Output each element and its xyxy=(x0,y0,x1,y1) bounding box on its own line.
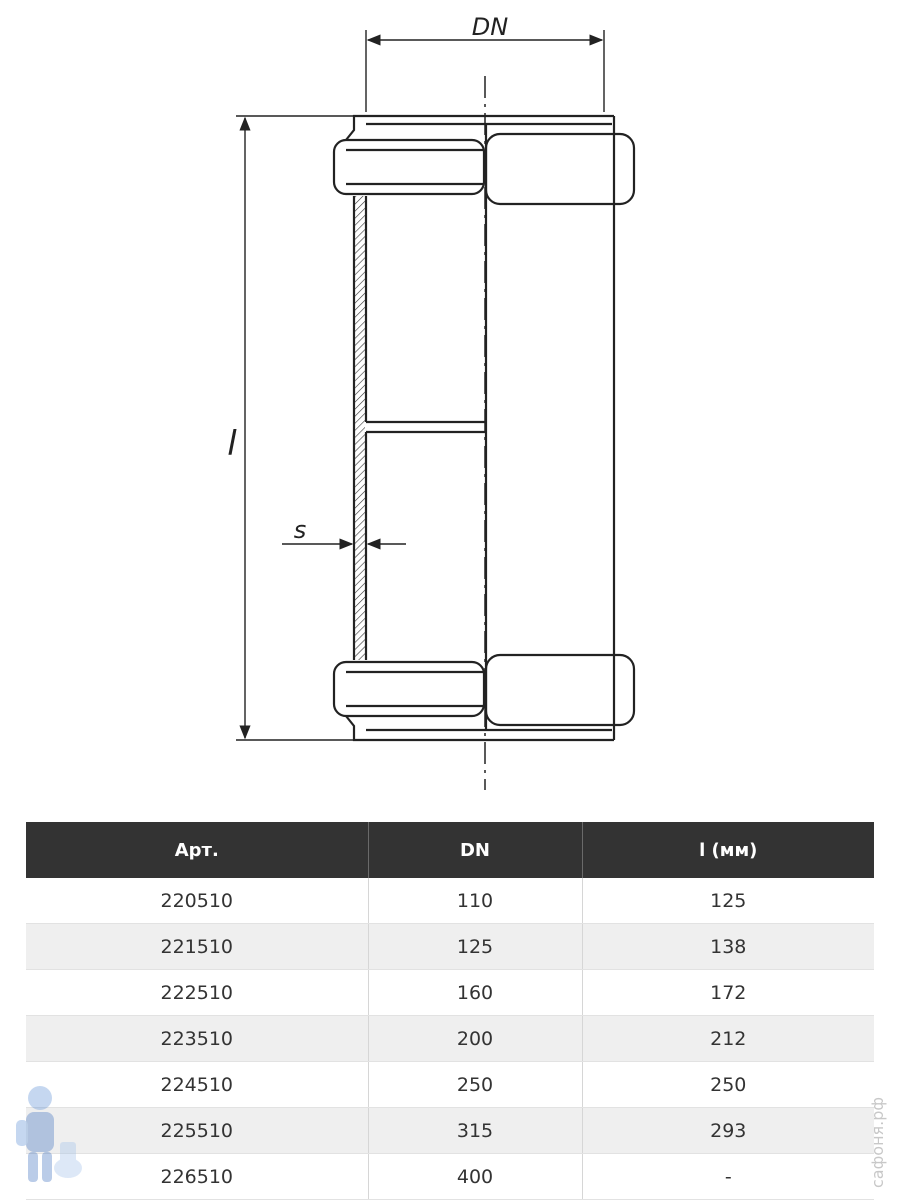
seal-ring-bottom-right xyxy=(486,655,634,725)
table-row xyxy=(26,1154,874,1200)
cell-article: 221510 xyxy=(26,924,368,970)
watermark: сафоня.рф xyxy=(868,1096,887,1189)
cell-dn: 400 xyxy=(368,1154,582,1200)
length-dimension xyxy=(236,116,360,740)
table-row xyxy=(26,970,874,1016)
wall-hatch xyxy=(355,196,365,660)
cell-dn: 160 xyxy=(368,970,582,1016)
header-length: l (мм) xyxy=(582,822,874,878)
cell-dn: 200 xyxy=(368,1016,582,1062)
cell-dn: 110 xyxy=(368,878,582,924)
cell-length: 212 xyxy=(582,1016,874,1062)
plumber-mascot-icon xyxy=(6,1080,86,1190)
length-label: l xyxy=(227,424,237,464)
cell-dn: 315 xyxy=(368,1108,582,1154)
dn-dimension xyxy=(366,30,604,112)
seal-ring-top-right xyxy=(486,134,634,204)
header-article: Арт. xyxy=(26,822,368,878)
seal-ring-top-left xyxy=(334,140,484,194)
table-header-row xyxy=(26,822,874,878)
table-row xyxy=(26,1016,874,1062)
cell-length: 172 xyxy=(582,970,874,1016)
cell-article: 223510 xyxy=(26,1016,368,1062)
spec-table xyxy=(26,822,874,1200)
table-row xyxy=(26,1062,874,1108)
cell-article: 222510 xyxy=(26,970,368,1016)
cell-article: 226510 xyxy=(26,1154,368,1200)
cell-length: 125 xyxy=(582,878,874,924)
cell-article: 225510 xyxy=(26,1108,368,1154)
cell-article: 220510 xyxy=(26,878,368,924)
coupling-outline xyxy=(334,116,634,740)
cell-article: 224510 xyxy=(26,1062,368,1108)
table-row xyxy=(26,1108,874,1154)
cell-dn: 125 xyxy=(368,924,582,970)
cell-dn: 250 xyxy=(368,1062,582,1108)
cell-length: - xyxy=(582,1154,874,1200)
table-row xyxy=(26,924,874,970)
cell-length: 250 xyxy=(582,1062,874,1108)
header-dn: DN xyxy=(368,822,582,878)
cell-length: 293 xyxy=(582,1108,874,1154)
wall-label: s xyxy=(293,516,307,544)
seal-ring-bottom-left xyxy=(334,662,484,716)
dn-label: DN xyxy=(471,13,509,41)
table-row xyxy=(26,878,874,924)
cell-length: 138 xyxy=(582,924,874,970)
